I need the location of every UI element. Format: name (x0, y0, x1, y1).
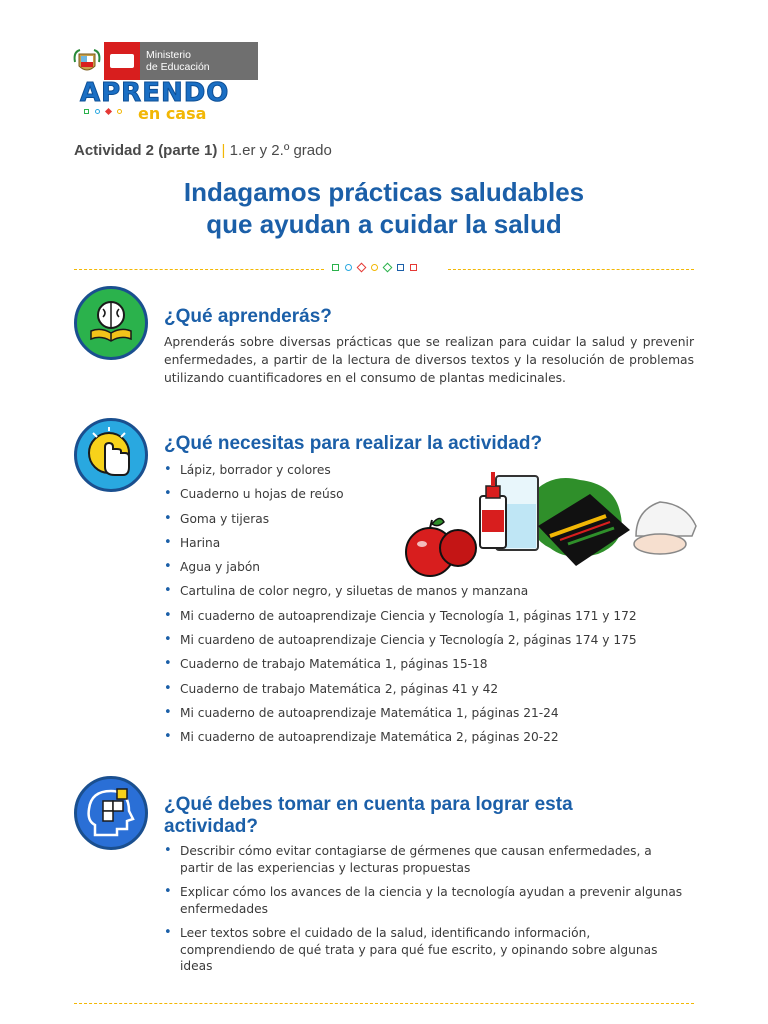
brand-dots (84, 109, 122, 114)
divider-marks (332, 264, 417, 271)
ministry-name: Ministerio de Educación (146, 49, 210, 73)
head-puzzle-icon (74, 776, 148, 850)
list-item: • Cuaderno de trabajo Matemática 1, páginas 15-18 (164, 656, 704, 680)
bottom-divider (74, 1003, 694, 1004)
consider-heading: ¿Qué debes tomar en cuenta para lograr esta actividad? (164, 794, 573, 837)
list-item: • Mi cuaderno de autoaprendizaje Ciencia y Tecnología 1, páginas 171 y 172 (164, 608, 704, 632)
list-item: • Mi cuardeno de autoaprendizaje Ciencia y Tecnología 2, páginas 174 y 175 (164, 632, 704, 656)
list-item: • Lápiz, borrador y colores (164, 462, 704, 486)
list-item: • Mi cuaderno de autoaprendizaje Matemática 1, páginas 21-24 (164, 705, 704, 729)
materials-illustration (400, 466, 698, 582)
grade-text: 1.er y 2.º grado (229, 142, 332, 159)
list-item: • Leer textos sobre el cuidado de la salud, identificando información, comprendiendo de qué trata y para qué fue escrito, y opinando sobre algunas ideas (164, 925, 684, 975)
list-item: • Goma y tijeras (164, 511, 704, 535)
list-item: • Agua y jabón (164, 559, 704, 583)
activity-line (74, 142, 332, 159)
divider-left (74, 269, 324, 270)
list-item: • Explicar cómo los avances de la ciencia y la tecnología ayudan a prevenir algunas enfermedades (164, 884, 684, 917)
ministry-logo (70, 42, 258, 80)
coat-of-arms-icon (70, 42, 104, 80)
list-item: • Mi cuaderno de autoaprendizaje Matemática 2, páginas 20-22 (164, 729, 704, 753)
learn-text: Aprenderás sobre diversas prácticas que se realizan para cuidar la salud y prevenir enfermedades, a partir de la lectura de diversos textos y la resolución de problemas utilizando cuantificadores en el consumo de plantas medicinales. (164, 335, 694, 385)
learn-heading: ¿Qué aprenderás? (164, 306, 332, 327)
activity-label: Actividad 2 (parte 1) (74, 142, 218, 159)
list-item: • Cuaderno u hojas de reúso (164, 486, 704, 510)
page-title: Indagamos prácticas saludables que ayudan a cuidar la salud (183, 177, 585, 239)
need-heading: ¿Qué necesitas para realizar la actividad? (164, 433, 543, 454)
brand-subtitle: en casa (138, 104, 207, 123)
brain-book-icon (74, 286, 148, 360)
list-item: • Describir cómo evitar contagiarse de gérmenes que causan enfermedades, a partir de las experiencias y lecturas propuestas (164, 843, 684, 876)
brand-logo: APRENDO (80, 78, 230, 108)
list-item: • Cuaderno de trabajo Matemática 2, páginas 41 y 42 (164, 681, 704, 705)
criteria-list (164, 843, 684, 983)
divider-right (448, 269, 694, 270)
activity-separator: | (221, 142, 226, 159)
touch-hand-icon (74, 418, 148, 492)
list-item: • Harina (164, 535, 704, 559)
list-item: • Cartulina de color negro, y siluetas de manos y manzana (164, 583, 704, 607)
peru-flag-icon (104, 42, 140, 80)
